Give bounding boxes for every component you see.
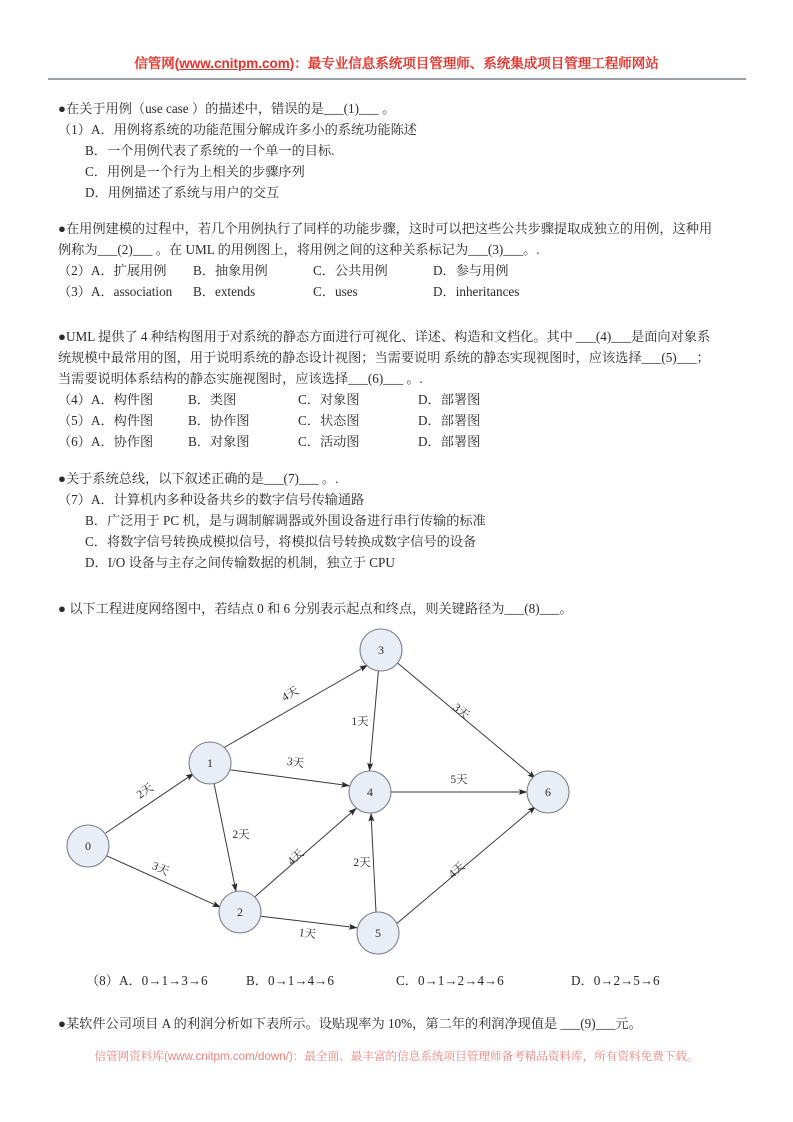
question-7-option-b[interactable]: B．广泛用于 PC 机，是与调制解调器或外围设备进行串行传输的标准 bbox=[85, 513, 486, 528]
question-4-option-b[interactable]: B．类图 bbox=[188, 392, 237, 407]
edge-label-4-6: 5天 bbox=[450, 774, 468, 786]
edge-5-6 bbox=[396, 806, 536, 924]
question-8 bbox=[58, 598, 748, 619]
question-4-option-a[interactable]: （4）A．构件图 bbox=[58, 392, 154, 407]
question-4-option-c[interactable]: C．对象图 bbox=[298, 392, 360, 407]
question-2-options bbox=[58, 260, 748, 281]
diagram-edges bbox=[106, 663, 536, 941]
question-5-option-b[interactable]: B．协作图 bbox=[188, 413, 250, 428]
question-6-option-a[interactable]: （6）A．协作图 bbox=[58, 434, 154, 449]
question-8-option-c[interactable]: C．0→1→2→4→6 bbox=[396, 973, 504, 988]
question-4-stem-line-2: 统规模中最常用的图，用于说明系统的静态设计视图；当需要说明 系统的静态实现视图时，应该选择___(5)___； bbox=[58, 350, 710, 365]
question-6-option-c[interactable]: C．活动图 bbox=[298, 434, 360, 449]
question-9 bbox=[58, 1013, 748, 1034]
site-header bbox=[0, 52, 793, 72]
node-1-label: 1 bbox=[207, 756, 213, 770]
question-5-option-c[interactable]: C．状态图 bbox=[298, 413, 360, 428]
question-9-stem: ●某软件公司项目 A 的利润分析如下表所示。设贴现率为 10%，第二年的利润净现值是 ___(9)___元。 bbox=[58, 1016, 642, 1031]
edge-3-6 bbox=[398, 663, 536, 778]
question-3-option-b[interactable]: B．extends bbox=[193, 284, 256, 299]
edge-3-4 bbox=[370, 671, 379, 771]
question-8-option-d[interactable]: D．0→2→5→6 bbox=[571, 973, 660, 988]
question-7 bbox=[58, 468, 748, 573]
edge-label-1-3: 4天 bbox=[280, 684, 301, 704]
header-url-link[interactable]: www.cnitpm.com bbox=[179, 56, 290, 71]
question-3-options bbox=[58, 281, 748, 302]
question-1-stem: ●在关于用例（use case ）的描述中，错误的是___(1)___ 。 bbox=[58, 101, 396, 116]
header-prefix: 信管网( bbox=[134, 56, 180, 71]
question-2-option-d[interactable]: D．参与用例 bbox=[433, 263, 509, 278]
edge-2-4 bbox=[255, 808, 357, 897]
question-2 bbox=[58, 218, 748, 302]
question-5-option-a[interactable]: （5）A．构件图 bbox=[58, 413, 154, 428]
edge-label-1-4: 3天 bbox=[286, 755, 305, 771]
edge-label-3-6: 3天 bbox=[450, 701, 472, 722]
edge-label-2-4: 4天 bbox=[285, 847, 307, 868]
edge-label-0-2: 3天 bbox=[149, 860, 171, 879]
question-1-option-a[interactable]: （1）A．用例将系统的功能范围分解成许多小的系统功能陈述 bbox=[58, 122, 417, 137]
node-5-label: 5 bbox=[375, 926, 381, 940]
question-4-stem-line-1: ●UML 提供了 4 种结构图用于对系统的静态方面进行可视化、详述、构造和文档化。其中 ___(4)___是面向对象系 bbox=[58, 329, 711, 344]
question-4-option-d[interactable]: D．部署图 bbox=[418, 392, 481, 407]
question-1-option-d[interactable]: D．用例描述了系统与用户的交互 bbox=[85, 185, 280, 200]
node-0-label: 0 bbox=[85, 839, 91, 853]
question-7-stem: ●关于系统总线，以下叙述正确的是___(7)___ 。. bbox=[58, 471, 339, 486]
question-2-option-b[interactable]: B．抽象用例 bbox=[193, 263, 268, 278]
question-4 bbox=[58, 326, 748, 452]
edge-label-3-4: 1天 bbox=[351, 716, 369, 728]
question-4-stem-line-3: 当需要说明体系结构的静态实施视图时，应该选择___(6)___ 。. bbox=[58, 371, 423, 386]
node-3-label: 3 bbox=[378, 643, 384, 657]
header-suffix: )：最专业信息系统项目管理师、系统集成项目管理工程师网站 bbox=[289, 56, 659, 71]
question-8-options bbox=[86, 970, 776, 991]
edge-label-2-5: 1天 bbox=[298, 927, 317, 942]
question-1-option-c[interactable]: C．用例是一个行为上相关的步骤序列 bbox=[85, 164, 305, 179]
question-5-option-d[interactable]: D．部署图 bbox=[418, 413, 481, 428]
question-3-option-c[interactable]: C．uses bbox=[313, 284, 358, 299]
question-4-options bbox=[58, 389, 748, 410]
edge-1-4 bbox=[231, 770, 350, 786]
project-network-diagram bbox=[55, 628, 675, 968]
header-divider bbox=[48, 78, 746, 80]
question-6-options bbox=[58, 431, 748, 452]
node-4-label: 4 bbox=[367, 785, 373, 799]
edge-label-1-2: 2天 bbox=[232, 829, 250, 841]
edge-label-5-4: 2天 bbox=[353, 857, 371, 869]
question-3-option-d[interactable]: D．inheritances bbox=[433, 284, 520, 299]
question-8-stem: ● 以下工程进度网络图中，若结点 0 和 6 分别表示起点和终点，则关键路径为___(8)___。 bbox=[58, 601, 573, 616]
edge-label-5-6: 4天 bbox=[446, 860, 468, 881]
node-2-label: 2 bbox=[237, 905, 243, 919]
edge-5-4 bbox=[371, 813, 376, 912]
question-8-option-a[interactable]: （8）A．0→1→3→6 bbox=[86, 973, 208, 988]
question-7-option-d[interactable]: D．I/O 设备与主存之间传输数据的机制，独立于 CPU bbox=[85, 555, 395, 570]
edge-2-5 bbox=[261, 916, 357, 928]
edge-0-1 bbox=[106, 773, 194, 833]
question-1 bbox=[58, 98, 748, 203]
question-6-option-b[interactable]: B．对象图 bbox=[188, 434, 250, 449]
question-2-stem-line-2: 例称为___(2)___ 。在 UML 的用例图上，将用例之间的这种关系标记为___(3)___。. bbox=[58, 242, 540, 257]
question-2-stem-line-1: ●在用例建模的过程中，若几个用例执行了同样的功能步骤，这时可以把这些公共步骤提取成独立的用例，这种用 bbox=[58, 221, 713, 236]
edge-1-3 bbox=[224, 665, 368, 748]
question-2-option-c[interactable]: C．公共用例 bbox=[313, 263, 388, 278]
node-6-label: 6 bbox=[545, 785, 551, 799]
question-7-option-c[interactable]: C．将数字信号转换成模拟信号，将模拟信号转换成数字信号的设备 bbox=[85, 534, 477, 549]
edge-label-0-1: 2天 bbox=[134, 781, 156, 802]
question-3-option-a[interactable]: （3）A．association bbox=[58, 284, 173, 299]
question-1-option-b[interactable]: B．一个用例代表了系统的一个单一的目标. bbox=[85, 143, 335, 158]
question-8-option-b[interactable]: B．0→1→4→6 bbox=[246, 973, 334, 988]
question-2-option-a[interactable]: （2）A．扩展用例 bbox=[58, 263, 167, 278]
question-5-options bbox=[58, 410, 748, 431]
site-footer: 信管网资料库(www.cnitpm.com/down/)：最全面、最丰富的信息系统项目管理师备考精品资料库，所有资料免费下载。 bbox=[94, 1050, 699, 1063]
question-6-option-d[interactable]: D．部署图 bbox=[418, 434, 481, 449]
question-7-option-a[interactable]: （7）A．计算机内多种设备共乡的数字信号传输通路 bbox=[58, 492, 365, 507]
